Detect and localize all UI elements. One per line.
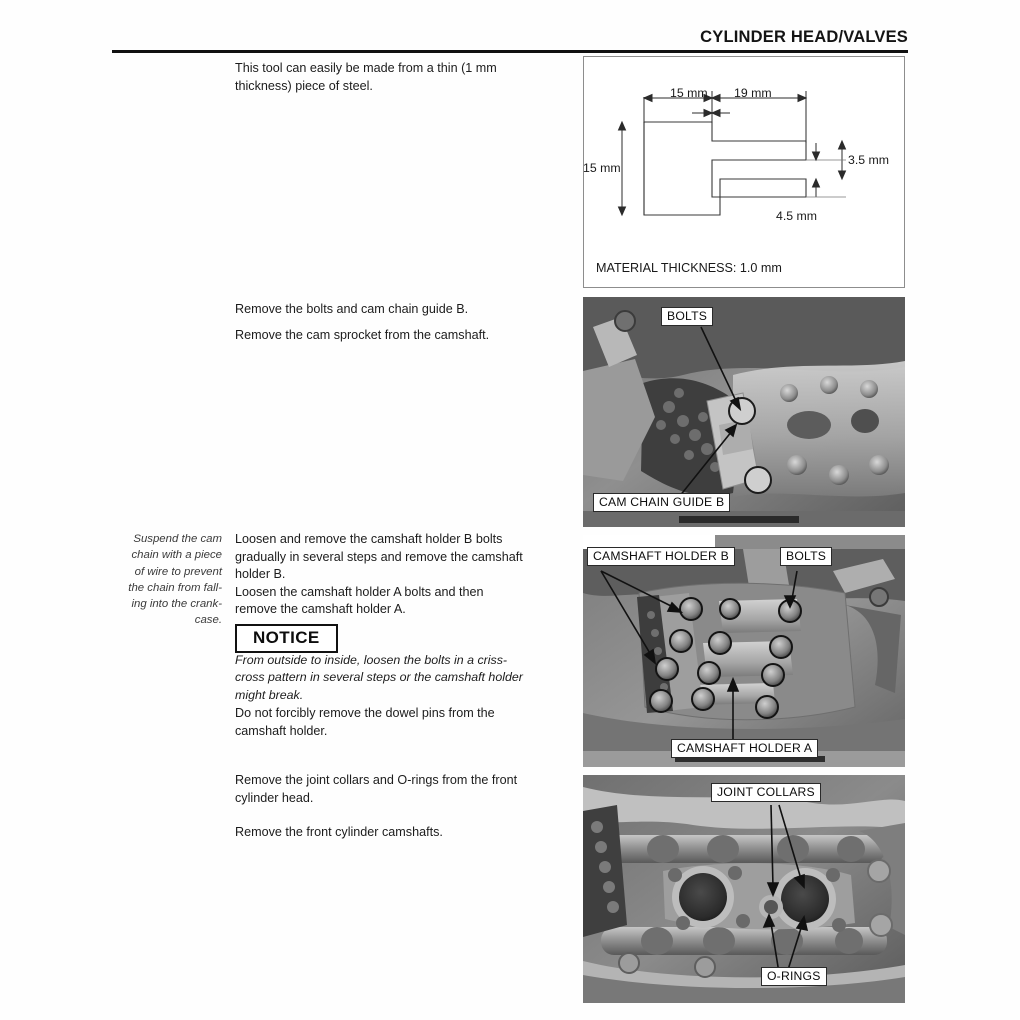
dowel-line-2: camshaft holder. bbox=[235, 723, 328, 738]
collars-line-3: Remove the front cylinder camshafts. bbox=[235, 825, 443, 839]
callout-camshaft-holder-a: CAMSHAFT HOLDER A bbox=[671, 739, 818, 758]
callout-joint-collars: JOINT COLLARS bbox=[711, 783, 821, 802]
holder-line-1: Loosen and remove the camshaft holder B bolts bbox=[235, 532, 503, 546]
header-divider bbox=[112, 50, 908, 53]
callout-camshaft-holder-b: CAMSHAFT HOLDER B bbox=[587, 547, 735, 566]
photo-2-artwork bbox=[583, 535, 905, 767]
page-title: CYLINDER HEAD/VALVES bbox=[700, 28, 908, 46]
paragraph-remove-bolts bbox=[235, 296, 572, 348]
dimension-15mm-left: 15 mm bbox=[583, 161, 621, 175]
notice-label: NOTICE bbox=[253, 628, 320, 647]
dowel-line-1: Do not forcibly remove the dowel pins from the bbox=[235, 706, 495, 720]
holder-line-3: holder B. bbox=[235, 567, 286, 581]
photo-cam-chain-guide bbox=[583, 297, 905, 527]
dimension-3-5mm: 3.5 mm bbox=[848, 153, 889, 167]
margin-note-line-1: Suspend the cam bbox=[133, 533, 222, 545]
notice-line-1: From outside to inside, loosen the bolts in a criss- bbox=[235, 653, 508, 667]
holder-line-5: remove the camshaft holder A. bbox=[235, 602, 406, 616]
holder-line-4: Loosen the camshaft holder A bolts and then bbox=[235, 584, 484, 599]
step-bolts-line-2: Remove the cam sprocket from the camshaft. bbox=[235, 328, 490, 342]
photo-3-artwork bbox=[583, 775, 905, 1003]
paragraph-camshaft-holder bbox=[235, 531, 572, 619]
intro-line-1: This tool can easily be made from a thin (1 mm bbox=[235, 61, 497, 75]
margin-note-line-6: case. bbox=[194, 614, 222, 627]
notice-line-3: might break. bbox=[235, 687, 304, 702]
holder-line-2: gradually in several steps and remove the camshaft bbox=[235, 549, 523, 564]
photo-camshaft-holders bbox=[583, 535, 905, 767]
margin-note-line-5: ing into the crank- bbox=[131, 598, 222, 611]
step-bolts-line-1: Remove the bolts and cam chain guide B. bbox=[235, 302, 469, 316]
intro-line-2: thickness) piece of steel. bbox=[235, 78, 373, 93]
callout-cam-chain-guide-b: CAM CHAIN GUIDE B bbox=[593, 493, 730, 512]
margin-note-line-3: of wire to prevent bbox=[134, 565, 222, 578]
callout-o-rings: O-RINGS bbox=[761, 967, 827, 986]
paragraph-joint-collars bbox=[235, 772, 572, 842]
dimension-15mm-top: 15 mm bbox=[670, 86, 708, 100]
paragraph-intro bbox=[235, 60, 572, 95]
paragraph-notice-text bbox=[235, 652, 572, 704]
dimension-19mm-top: 19 mm bbox=[734, 86, 772, 100]
callout-bolts-photo2: BOLTS bbox=[780, 547, 832, 566]
collars-line-1: Remove the joint collars and O-rings from the front bbox=[235, 773, 518, 787]
tool-dimension-diagram bbox=[583, 56, 905, 288]
photo-joint-collars-orings bbox=[583, 775, 905, 1003]
material-thickness-note: MATERIAL THICKNESS: 1.0 mm bbox=[596, 261, 782, 275]
margin-note-line-4: the chain from fall- bbox=[128, 581, 222, 594]
dimension-4-5mm: 4.5 mm bbox=[776, 209, 817, 223]
margin-note-line-2: chain with a piece bbox=[131, 549, 222, 562]
collars-line-2: cylinder head. bbox=[235, 790, 314, 805]
notice-line-2: cross pattern in several steps or the camshaft holder bbox=[235, 670, 523, 685]
callout-bolts-photo1: BOLTS bbox=[661, 307, 713, 326]
margin-note-suspend-cam-chain bbox=[118, 531, 222, 629]
paragraph-dowel-pins bbox=[235, 705, 572, 740]
notice-badge bbox=[235, 624, 338, 653]
